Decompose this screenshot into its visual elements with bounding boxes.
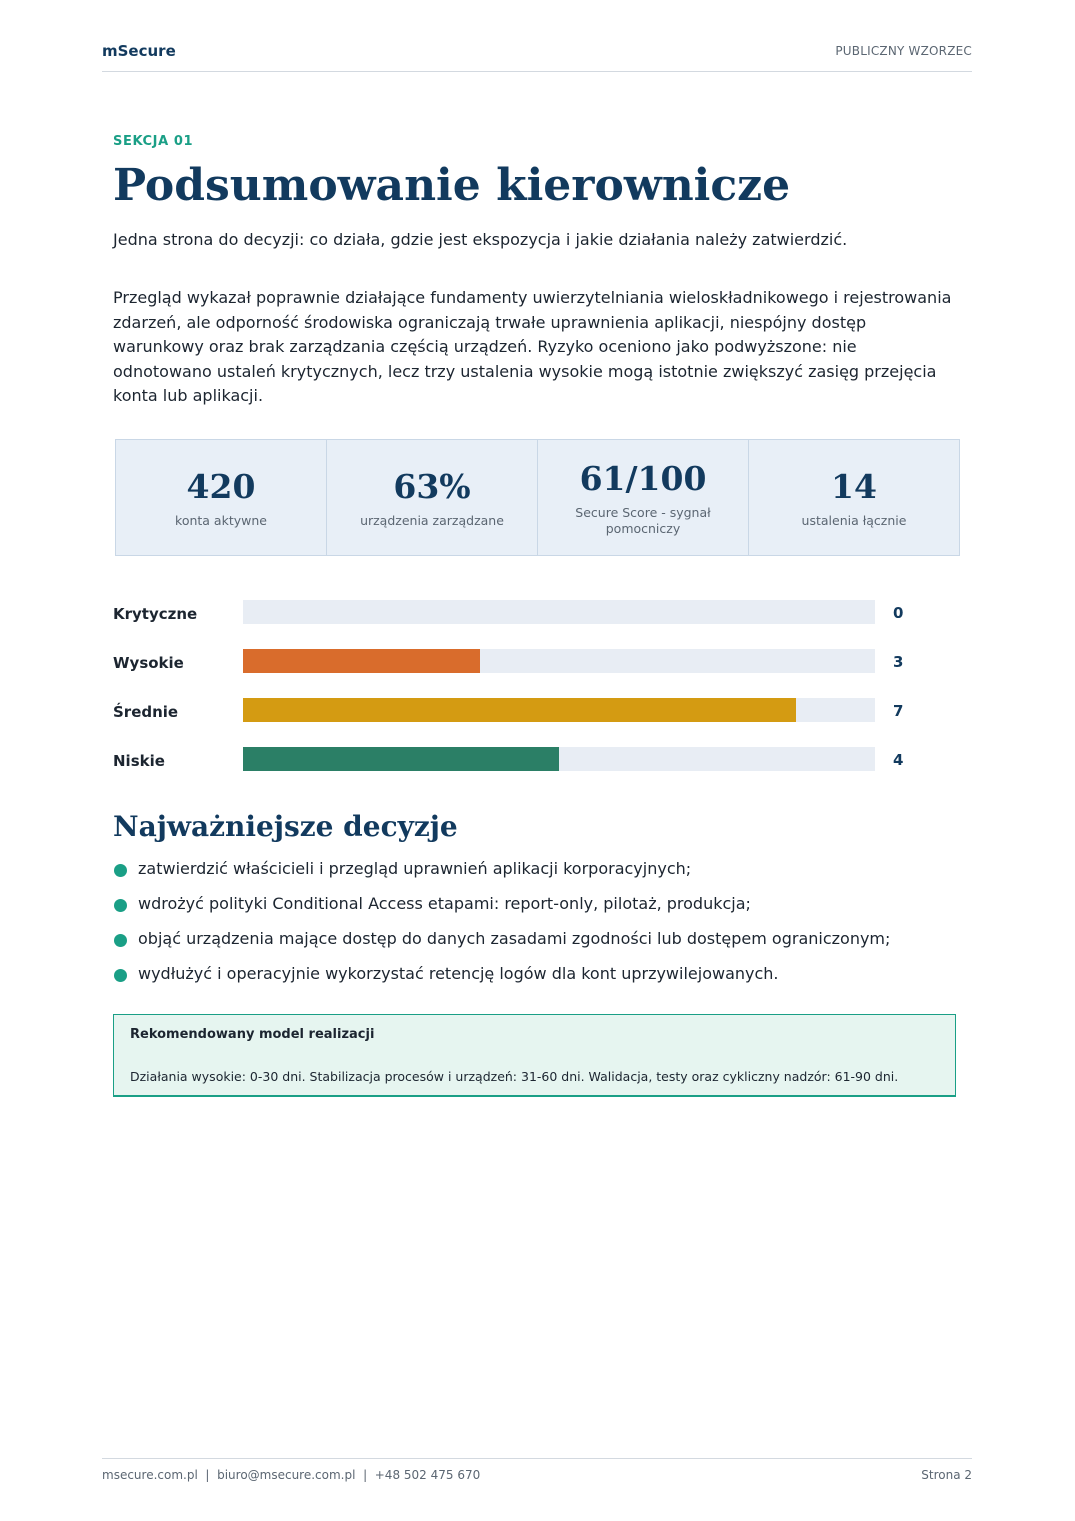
lead-text: Jedna strona do decyzji: co działa, gdzie jest ekspozycja i jakie działania należy zatwierdzić. [113,230,848,249]
kpi-card-accounts [116,440,327,555]
severity-track [243,747,875,771]
page-footer [102,1458,972,1489]
severity-count: 0 [893,604,904,622]
callout-text: Działania wysokie: 0-30 dni. Stabilizacja procesów i urządzeń: 31-60 dni. Walidacja, testy oraz cykliczny nadzór: 61-90 dni. [130,1069,899,1084]
kpi-card-devices [327,440,538,555]
list-item [113,893,961,928]
kpi-label: ustalenia łącznie [801,512,907,528]
severity-row-critical [113,600,961,624]
page-number: Strona 2 [921,1468,972,1482]
document-classification: PUBLICZNY WZORZEC [835,44,972,58]
kpi-strip [115,439,960,556]
kpi-label: urządzenia zarządzane [360,512,504,528]
bullet-dot-icon [114,969,127,982]
list-item [113,963,961,998]
summary-paragraph: Przegląd wykazał poprawnie działające fundamenty uwierzytelniania wieloskładnikowego i rejestrowania zdarzeń, ale odporność środowiska ograniczają trwałe uprawnienia aplikacji, niespójny dostęp warunkowy oraz brak zarządzania częścią urządzeń. Ryzyko oceniono jako podwyższone: nie odnotowano ustaleń krytycznych, lecz trzy ustalenia wysokie mogą istotnie zwiększyć zasięg przejęcia konta lub aplikacji. [113,288,952,405]
decision-text: objąć urządzenia mające dostęp do danych zasadami zgodności lub dostępem ograniczonym; [138,929,891,948]
severity-bar-high [243,649,480,673]
bullet-dot-icon [114,899,127,912]
page-header [102,42,972,72]
page-title: Podsumowanie kierownicze [113,160,791,211]
callout-title: Rekomendowany model realizacji [130,1027,375,1042]
kpi-card-secure-score [538,440,749,555]
decisions-heading: Najważniejsze decyzje [113,810,458,843]
severity-bar-low [243,747,559,771]
list-item [113,858,961,893]
severity-label: Niskie [113,752,165,770]
section-kicker: SEKCJA 01 [113,134,194,149]
severity-row-low [113,747,961,771]
severity-label: Wysokie [113,654,184,672]
decision-text: wydłużyć i operacyjnie wykorzystać retencję logów dla kont uprzywilejowanych. [138,964,779,983]
severity-row-high [113,649,961,673]
severity-row-medium [113,698,961,722]
severity-count: 7 [893,702,904,720]
kpi-value: 63% [393,466,471,506]
list-item [113,928,961,963]
kpi-value: 61/100 [579,458,707,498]
kpi-value: 420 [186,466,256,506]
severity-label: Średnie [113,703,179,721]
decision-text: wdrożyć polityki Conditional Access etapami: report-only, pilotaż, produkcja; [138,894,751,913]
footer-contact: msecure.com.pl | biuro@msecure.com.pl | +48 502 475 670 [102,1468,481,1482]
kpi-value: 14 [831,466,877,506]
severity-track [243,600,875,624]
severity-count: 3 [893,653,904,671]
brand-logo-text: mSecure [102,42,176,60]
severity-label: Krytyczne [113,605,198,623]
decisions-list [113,858,961,998]
bullet-dot-icon [114,934,127,947]
severity-track [243,649,875,673]
bullet-dot-icon [114,864,127,877]
severity-bar-medium [243,698,796,722]
severity-track [243,698,875,722]
kpi-label: konta aktywne [175,512,267,528]
kpi-card-findings [749,440,959,555]
kpi-label: Secure Score - sygnał pomocniczy [575,504,711,536]
severity-count: 4 [893,751,904,769]
decision-text: zatwierdzić właścicieli i przegląd uprawnień aplikacji korporacyjnych; [138,859,692,878]
recommendation-callout [113,1014,956,1097]
